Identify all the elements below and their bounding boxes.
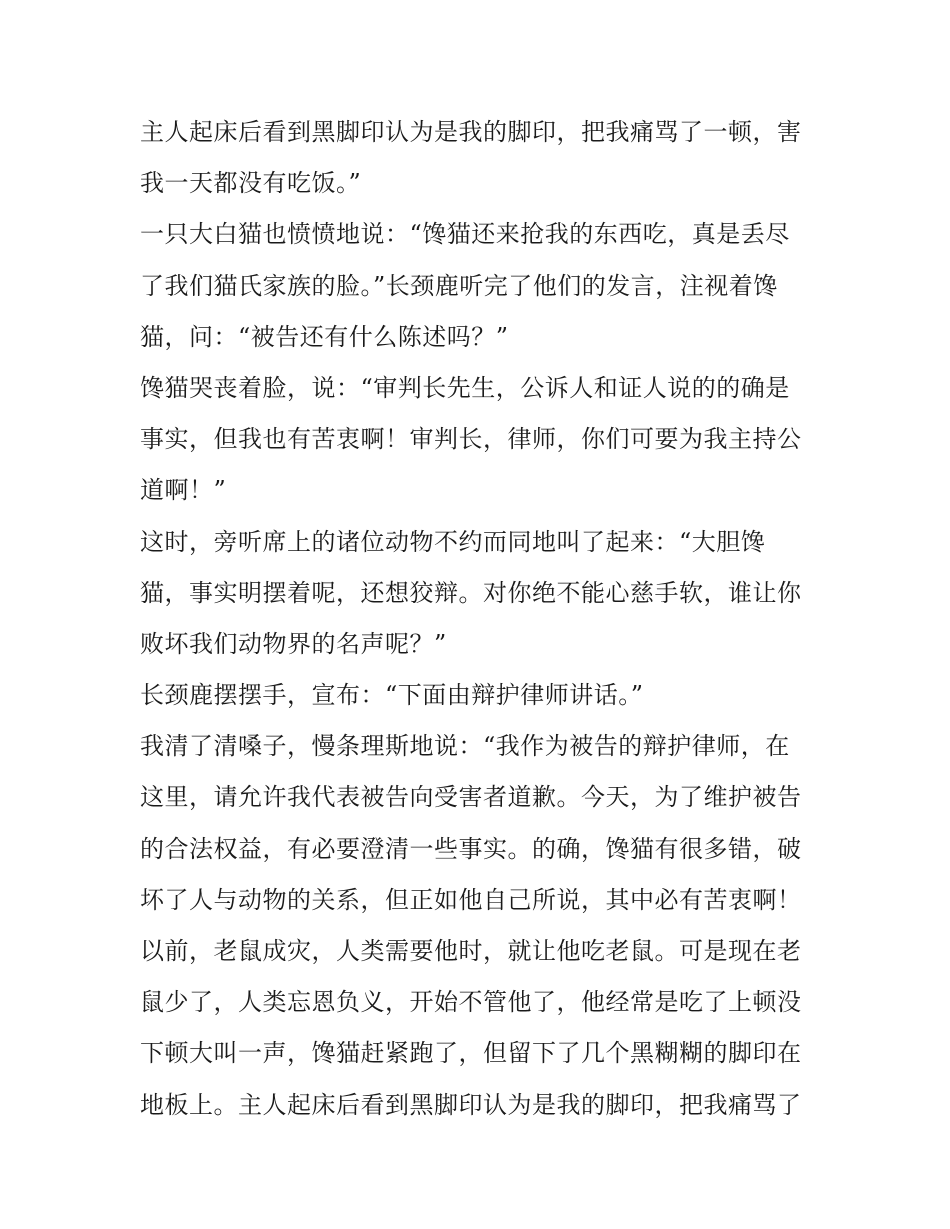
text-line: 馋猫哭丧着脸，说：“审判长先生，公诉人和证人说的的确是 — [140, 373, 790, 402]
text-line: 这里，请允许我代表被告向受害者道歉。今天，为了维护被告 — [140, 783, 802, 812]
text-line: 我清了清嗓子，慢条理斯地说：“我作为被告的辩护律师，在 — [140, 732, 790, 761]
text-line: 坏了人与动物的关系，但正如他自己所说，其中必有苦衷啊！ — [140, 885, 802, 914]
text-line: 以前，老鼠成灾，人类需要他时，就让他吃老鼠。可是现在老 — [140, 937, 802, 965]
text-line: 下顿大叫一声，馋猫赶紧跑了，但留下了几个黑糊糊的脚印在 — [140, 1039, 802, 1068]
text-line: 这时，旁听席上的诸位动物不约而同地叫了起来：“大胆馋 — [140, 527, 766, 556]
text-line: 道啊！” — [140, 476, 227, 505]
text-line: 长颈鹿摆摆手，宣布：“下面由辩护律师讲话。” — [140, 681, 644, 710]
text-line: 主人起床后看到黑脚印认为是我的脚印，把我痛骂了一顿，害 — [140, 118, 802, 146]
text-line: 鼠少了，人类忘恩负义，开始不管他了，他经常是吃了上顿没 — [140, 988, 802, 1017]
text-line: 了我们猫氏家族的脸。”长颈鹿听完了他们的发言，注视着馋 — [140, 271, 778, 300]
text-line: 事实，但我也有苦衷啊！审判长，律师，你们可要为我主持公 — [140, 425, 802, 454]
body-text — [140, 107, 820, 1131]
text-line: 一只大白猫也愤愤地说：“馋猫还来抢我的东西吃，真是丢尽 — [140, 220, 790, 249]
text-line: 败坏我们动物界的名声呢？” — [140, 629, 447, 658]
text-line: 地板上。主人起床后看到黑脚印认为是我的脚印，把我痛骂了 — [140, 1090, 802, 1119]
text-line: 猫，问：“被告还有什么陈述吗？” — [140, 322, 509, 351]
text-line: 我一天都没有吃饭。” — [140, 169, 362, 198]
text-line: 的合法权益，有必要澄清一些事实。的确，馋猫有很多错，破 — [140, 834, 802, 863]
text-line: 猫，事实明摆着呢，还想狡辩。对你绝不能心慈手软，谁让你 — [140, 578, 802, 607]
